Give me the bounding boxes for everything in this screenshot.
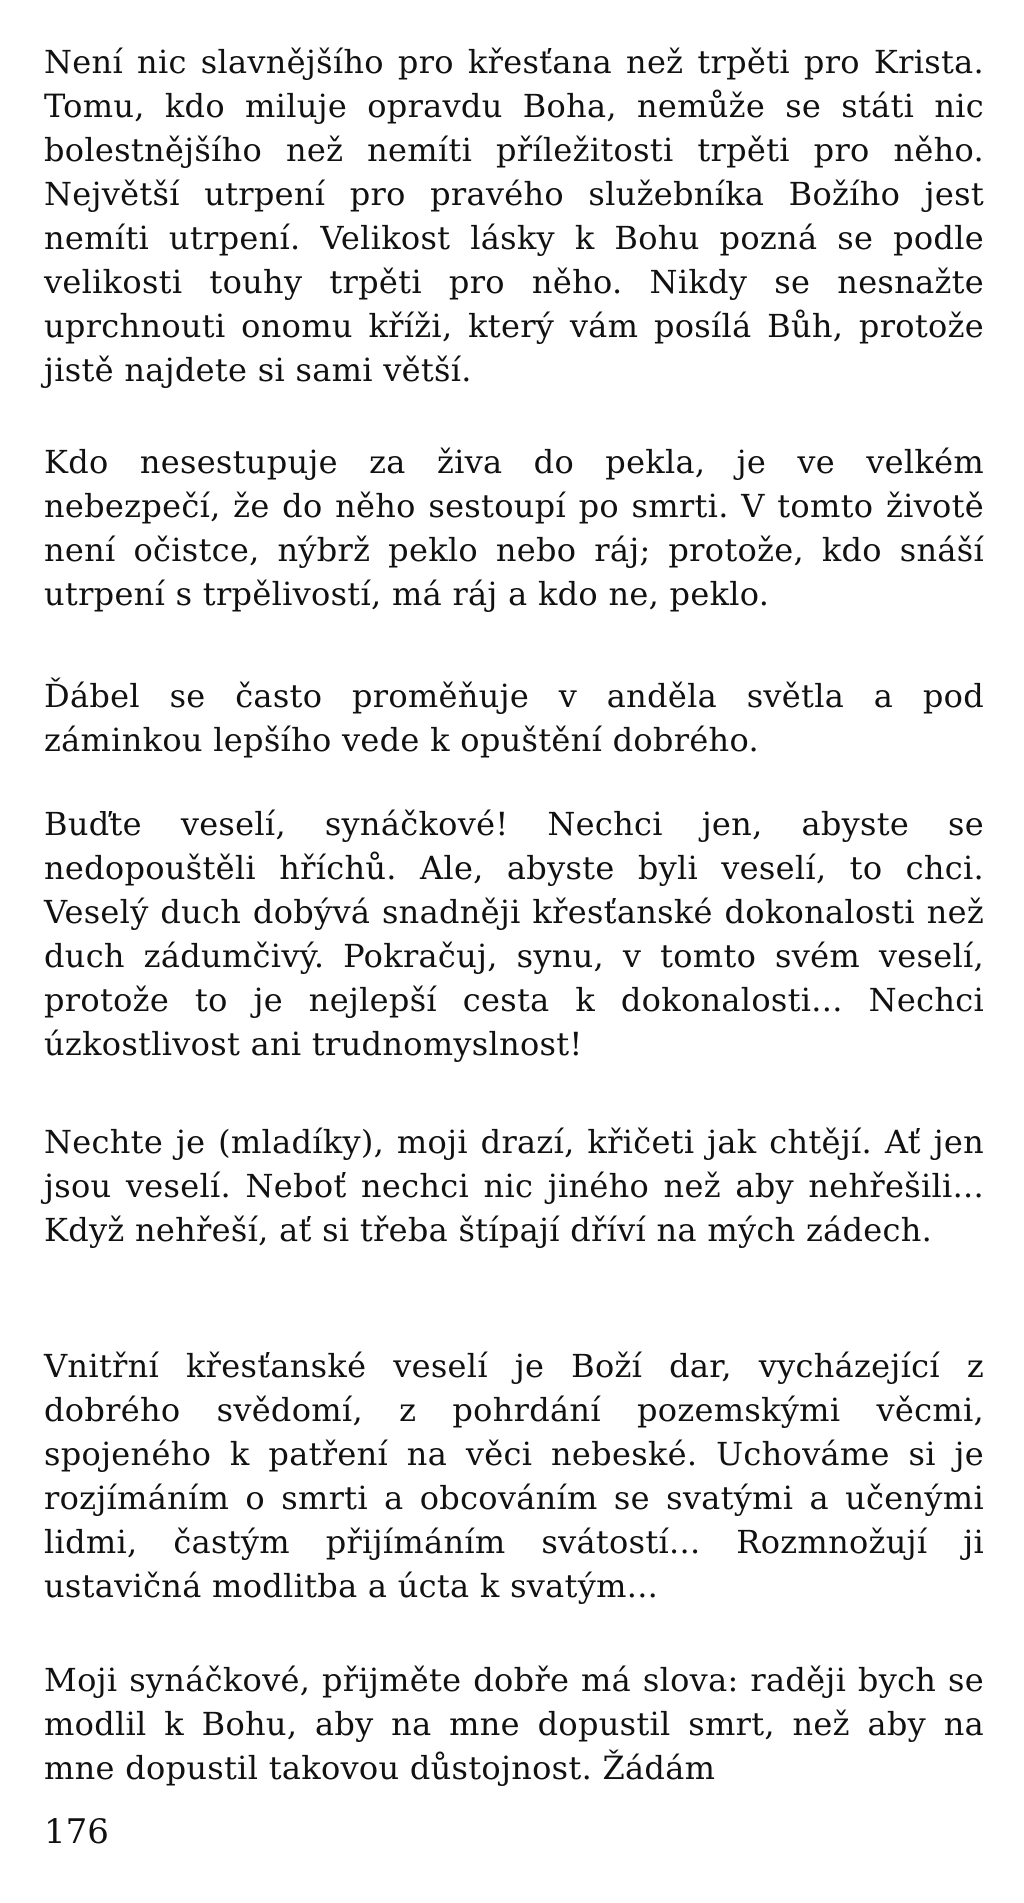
book-page	[44, 28, 984, 1888]
paragraph-inner-joy: Vnitřní křesťanské veselí je Boží dar, vycházející z dobrého svědomí, z pohrdání pozemskými věcmi, spojeného k patření na věci nebeské. Uchováme si je rozjímáním o smrti a obcováním se svatými a učenými lidmi, častým přijímáním svátostí... Rozmnožují ji ustavičná modlitba a úcta k svatým...	[44, 1347, 984, 1605]
page-number: 176	[44, 1812, 109, 1852]
paragraph-suffering: Není nic slavnějšího pro křesťana než trpěti pro Krista. Tomu, kdo miluje opravdu Boha, nemůže se státi nic bolestnějšího než nemíti příležitosti trpěti pro něho. Největší utrpení pro pravého služebníka Božího jest nemíti utrpení. Velikost lásky k Bohu pozná se podle velikosti touhy trpěti pro něho. Nikdy se nesnažte uprchnouti onomu kříži, který vám posílá Bůh, protože jistě najdete si sami větší.	[44, 43, 984, 389]
paragraph-be-cheerful: Buďte veselí, synáčkové! Nechci jen, abyste se nedopouštěli hříchů. Ale, abyste byli veselí, to chci. Veselý duch dobývá snadněji křesťanské dokonalosti než duch zádumčivý. Pokračuj, synu, v tomto svém veselí, protože to je nejlepší cesta k dokonalosti... Nechci úzkostlivost ani trudnomyslnost!	[44, 805, 984, 1063]
paragraph-let-them-shout: Nechte je (mladíky), moji drazí, křičeti jak chtějí. Ať jen jsou veselí. Neboť nechci nic jiného než aby nehřešili... Když nehřeší, ať si třeba štípají dříví na mých zádech.	[44, 1123, 984, 1249]
paragraph-my-sons: Moji synáčkové, přijměte dobře má slova: raději bych se modlil k Bohu, aby na mne dopustil smrt, než aby na mne dopustil takovou důstojnost. Žádám	[44, 1661, 984, 1787]
paragraph-devil: Ďábel se často proměňuje v anděla světla a pod záminkou lepšího vede k opuštění dobrého.	[44, 677, 984, 759]
paragraph-hell: Kdo nesestupuje za živa do pekla, je ve velkém nebezpečí, že do něho sestoupí po smrti. V tomto životě není očistce, nýbrž peklo nebo ráj; protože, kdo snáší utrpení s trpělivostí, má ráj a kdo ne, peklo.	[44, 443, 984, 613]
